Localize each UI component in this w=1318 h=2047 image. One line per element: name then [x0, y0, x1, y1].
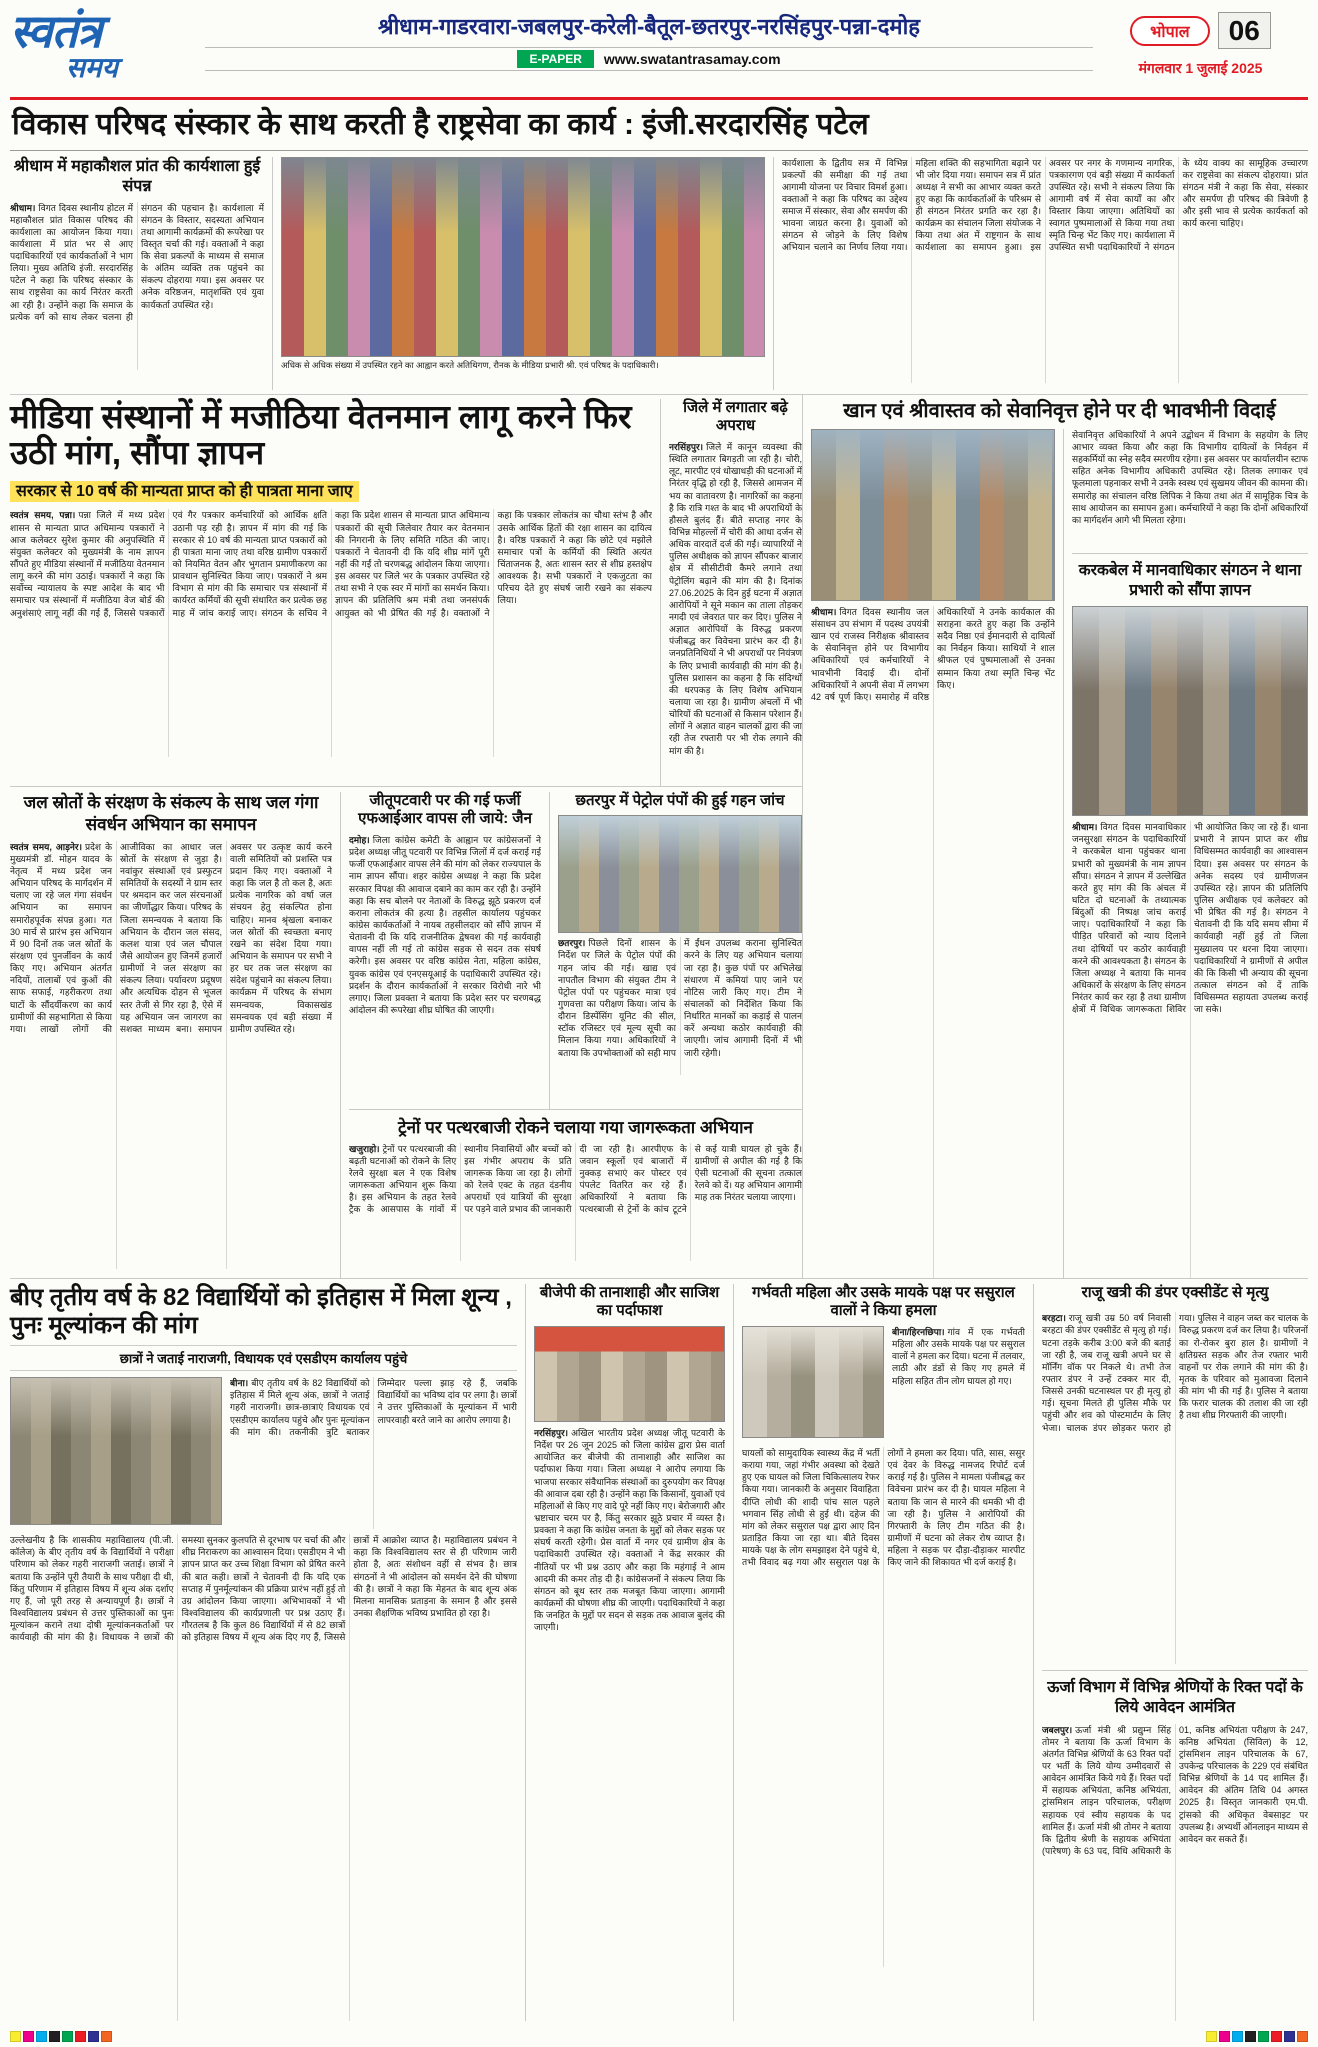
ba-students-subhead: छात्रों ने जताई नाराजगी, विधायक एवं एसडीएम कार्यालय पहुंचे: [10, 1345, 517, 1371]
karakbel-memorandum-photo: [1072, 606, 1308, 816]
raju-title: राजू खत्री की डंपर एक्सीडेंट से मृत्यु: [1081, 1283, 1269, 1301]
jitu-title: जीतूपटवारी पर की गई फर्जी एफआईआर वापस ली जाये: जैन: [358, 791, 532, 828]
pregnant-body-top: बीना/हिरनछिपा। गांव में एक गर्भवती महिला और उसके मायके पक्ष पर ससुराल वालों ने हमला कर दिया। घटना में तलवार, लाठी और डंडों से किए गए हमले में महिला सहित तीन लोग घायल हो गए।: [892, 1327, 1025, 1386]
crime-article: [660, 399, 802, 786]
trains-dateline: खजुराहो।: [349, 1143, 380, 1154]
majithia-body: स्वतंत्र समय, पन्ना। पन्ना जिले में मध्य प्रदेश शासन से मान्यता प्राप्त अधिमान्य पत्रकारों ने आज कलेक्टर सुरेश कुमार की अनुपस्थिति में संयुक्त कलेक्टर को मुख्यमंत्री के नाम ज्ञापन सौंपते हुए मीडिया संस्थानों में मजीठिया वेतनमान लागू करने की मांग उठाई। पत्रकारों ने कहा कि सर्वोच्च न्यायालय के स्पष्ट आदेश के बाद भी समाचार पत्र संस्थानों में मजीठिया वेज बोर्ड की अनुशंसाएं लागू नहीं की गई हैं, जिससे पत्रकारों एवं गैर पत्रकार कर्मचारियों को आर्थिक क्षति उठानी पड़ रही है। ज्ञापन में मांग की गई कि सरकार से 10 वर्ष की मान्यता प्राप्त पत्रकारों को ही पात्रता माना जाए तथा वरिष्ठ ग्रामीण पत्रकारों को नियमित वेतन और भुगतान प्रमाणीकरण का प्रावधान सुनिश्चित किया जाए। पत्रकारों ने श्रम विभाग से मांग की कि समाचार पत्र संस्थानों में कार्यरत कर्मियों की सूची संधारित कर प्रत्येक छह माह में जांच कराई जाए। संगठन के सचिव ने कहा कि प्रदेश शासन से मान्यता प्राप्त अधिमान्य पत्रकारों की सूची जिलेवार तैयार कर वेतनमान की निगरानी के लिए समिति गठित की जाए। पत्रकारों ने चेतावनी दी कि यदि शीघ्र मांगें पूरी नहीं की गईं तो चरणबद्ध आंदोलन किया जाएगा। इस अवसर पर जिले भर के पत्रकार उपस्थित रहे तथा सभी ने एक स्वर में मांगों का समर्थन किया। ज्ञापन की प्रतिलिपि श्रम मंत्री तथा जनसंपर्क आयुक्त को भी प्रेषित की गई है। वक्ताओं ने कहा कि पत्रकार लोकतंत्र का चौथा स्तंभ है और उसके आर्थिक हितों की रक्षा शासन का दायित्व है। वरिष्ठ पत्रकारों ने कहा कि छोटे एवं मझोले समाचार पत्रों के कर्मियों की स्थिति अत्यंत चिंताजनक है, अतः शासन स्तर से शीघ्र हस्तक्षेप आवश्यक है। सभी पत्रकारों ने एकजुटता का परिचय देते हुए संघर्ष जारी रखने का संकल्प लिया।: [10, 510, 652, 618]
ba-students-body-top: बीना। बीए तृतीय वर्ष के 82 विद्यार्थियों को इतिहास में मिले शून्य अंक, छात्रों ने जताई गहरी नाराजगी। छात्र-छात्राएं विधायक एवं एसडीएम कार्यालय पहुंचे और पुनः मूल्यांकन की मांग की। तकनीकी त्रुटि बताकर जिम्मेदार पल्ला झाड़ रहे हैं, जबकि विद्यार्थियों का भविष्य दांव पर लगा है। छात्रों ने उत्तर पुस्तिकाओं के मूल्यांकन में भारी लापरवाही बरते जाने का आरोप लगाया है।: [230, 1378, 517, 1437]
majithia-article: [10, 399, 660, 786]
jitu-article: [349, 792, 549, 1109]
workshop-article: [10, 151, 1308, 395]
workshop-dateline: श्रीधाम।: [10, 202, 36, 213]
workshop-photo-caption: अधिक से अधिक संख्या में उपस्थित रहने का आह्वान करते अतिथिगण, रौनक के मीडिया प्रभारी श्री. एवं परिषद के पदाधिकारी।: [281, 359, 659, 370]
pregnant-article: [733, 1284, 1033, 2021]
petrol-body: छतरपुर। पिछले दिनों शासन के निर्देश पर जिले के पेट्रोल पंपों की गहन जांच की गई। खाद्य एवं नापतौल विभाग की संयुक्त टीम ने पेट्रोल पंपों पर पहुंचकर मात्रा एवं गुणवत्ता का परीक्षण किया। जांच के दौरान डिस्पेंसिंग यूनिट की सील, स्टॉक रजिस्टर एवं मूल्य सूची का मिलान किया गया। अधिकारियों ने बताया कि उपभोक्ताओं को सही माप में ईंधन उपलब्ध कराना सुनिश्चित करने के लिए यह अभियान चलाया जा रहा है। कुछ पंपों पर अभिलेख संधारण में कमियां पाए जाने पर नोटिस जारी किए गए। टीम ने संचालकों को निर्देशित किया कि निर्धारित मानकों का कड़ाई से पालन करें अन्यथा कठोर कार्यवाही की जाएगी। जांच आगामी दिनों में भी जारी रहेगी।: [558, 938, 802, 1058]
jalganga-body: स्वतंत्र समय, आड़नेर। प्रदेश के मुख्यमंत्री डॉ. मोहन यादव के नेतृत्व में मध्य प्रदेश जन अभियान परिषद के मार्गदर्शन में चलाए जा रहे जल गंगा संवर्धन अभियान का समापन समारोहपूर्वक संपन्न हुआ। गत 30 मार्च से प्रारंभ इस अभियान में 90 दिनों तक जल स्रोतों के संरक्षण एवं पुनर्जीवन के कार्य किए गए। अभियान अंतर्गत नदियों, तालाबों एवं कुओं की साफ सफाई, गहरीकरण तथा घाटों के सौंदर्यीकरण का कार्य ग्रामीणों की सहभागिता से किया गया। लाखों लोगों की आजीविका का आधार जल स्रोतों के संरक्षण से जुड़ा है। नवांकुर संस्थाओं एवं प्रस्फुटन समितियों के सदस्यों ने ग्राम स्तर पर श्रमदान कर जल संरचनाओं का जीर्णोद्धार किया। परिषद के जिला समन्वयक ने बताया कि अभियान के दौरान जल संसद, कलश यात्रा एवं जल चौपाल जैसे आयोजन हुए जिनमें हजारों ग्रामीणों ने जल संरक्षण का संकल्प लिया। पर्यावरण प्रदूषण और अत्यधिक दोहन से भूजल स्तर तेजी से गिर रहा है, ऐसे में यह अभियान जन जागरण का सशक्त माध्यम बना। समापन अवसर पर उत्कृष्ट कार्य करने वाली समितियों को प्रशस्ति पत्र प्रदान किए गए। वक्ताओं ने कहा कि जल है तो कल है, अतः प्रत्येक नागरिक को वर्षा जल संचयन हेतु संकल्पित होना चाहिए। मानव श्रृंखला बनाकर जल स्रोतों की स्वच्छता बनाए रखने का संदेश दिया गया। अभियान के समापन पर सभी ने हर घर तक जल संरक्षण का संदेश पहुंचाने का संकल्प लिया। कार्यक्रम में परिषद के संभाग समन्वयक, विकासखंड समन्वयक एवं बड़ी संख्या में ग्रामीण उपस्थित रहे।: [10, 841, 332, 1034]
crime-dateline: नरसिंहपुर।: [669, 442, 704, 452]
petrol-dateline: छतरपुर।: [558, 938, 586, 949]
jitu-body: दमोह। जिला कांग्रेस कमेटी के आह्वान पर कांग्रेसजनों ने प्रदेश अध्यक्ष जीतू पटवारी पर विभिन्न जिलों में दर्ज कराई गई फर्जी एफआईआर वापस लेने की मांग को लेकर राज्यपाल के नाम ज्ञापन सौंपा। शहर कांग्रेस अध्यक्ष ने कहा कि प्रदेश सरकार विपक्ष की आवाज दबाने का काम कर रही है। उन्होंने कहा कि सच बोलने पर नेताओं के विरुद्ध झूठे प्रकरण दर्ज कराना लोकतंत्र की हत्या है। तहसील कार्यालय पहुंचकर कांग्रेस कार्यकर्ताओं ने नायब तहसीलदार को सौंपे ज्ञापन में चेतावनी दी कि यदि राजनीतिक द्वेषवश की गई कार्यवाही वापस नहीं ली गई तो कांग्रेस सड़क से सदन तक संघर्ष करेगी। इस अवसर पर वरिष्ठ कांग्रेस नेता, महिला कांग्रेस, युवक कांग्रेस एवं एनएसयूआई के पदाधिकारी उपस्थित रहे। प्रदर्शन के दौरान कार्यकर्ताओं ने सरकार विरोधी नारे भी लगाए। जिला प्रवक्ता ने बताया कि प्रदेश स्तर पर चरणबद्ध आंदोलन की रूपरेखा शीघ्र घोषित की जाएगी।: [349, 835, 541, 1015]
raju-body: बरहटा। राजू खत्री उम्र 50 वर्ष निवासी बरहटा की डंपर एक्सीडेंट से मृत्यु हो गई। घटना तड़के करीब 3:00 बजे की बताई जा रही है, जब राजू खत्री अपने घर से मॉर्निंग वॉक पर निकले थे। तभी तेज रफ्तार डंपर ने उन्हें टक्कर मार दी, जिससे उनकी घटनास्थल पर ही मृत्यु हो गई। सूचना मिलते ही पुलिस मौके पर पहुंची और शव को पोस्टमार्टम के लिए भेजा। चालक डंपर छोड़कर फरार हो गया। पुलिस ने वाहन जब्त कर चालक के विरुद्ध प्रकरण दर्ज कर लिया है। परिजनों का रो-रोकर बुरा हाल है। ग्रामीणों ने क्षतिग्रस्त सड़क और तेज रफ्तार भारी वाहनों पर रोक लगाने की मांग की है। मृतक के परिवार को मुआवजा दिलाने की मांग भी की गई है। पुलिस ने बताया कि फरार चालक की तलाश की जा रही है तथा शीघ्र गिरफ्तारी की जाएगी।: [1042, 1313, 1308, 1433]
farewell-title: खान एवं श्रीवास्तव को सेवानिवृत्त होने पर दी भावभीनी विदाई: [843, 399, 1276, 422]
logo-line1: स्वतंत्र: [10, 5, 102, 57]
ba-students-title: बीए तृतीय वर्ष के 82 विद्यार्थियों को इतिहास में मिला शून्य , पुनः मूल्यांकन की मांग: [10, 1283, 512, 1339]
workshop-body-right: कार्यशाला के द्वितीय सत्र में विभिन्न प्रकल्पों की समीक्षा की गई तथा आगामी योजना पर विचार विमर्श हुआ। वक्ताओं ने कहा कि परिषद का उद्देश्य समाज में संस्कार, सेवा और समर्पण की भावना जाग्रत करना है। युवाओं को संगठन से जोड़ने के लिए विशेष अभियान चलाने का निर्णय लिया गया। महिला शक्ति की सहभागिता बढ़ाने पर भी जोर दिया गया। समापन सत्र में प्रांत अध्यक्ष ने सभी का आभार व्यक्त करते हुए कहा कि कार्यकर्ताओं के परिश्रम से ही संगठन निरंतर प्रगति कर रहा है। कार्यक्रम का संचालन जिला संयोजक ने किया तथा अंत में राष्ट्रगान के साथ कार्यशाला का समापन हुआ। इस अवसर पर नगर के गणमान्य नागरिक, पत्रकारगण एवं बड़ी संख्या में कार्यकर्ता उपस्थित रहे। सभी ने संकल्प लिया कि आगामी वर्ष में सेवा कार्यों का और विस्तार किया जाएगा। अतिथियों का स्वागत पुष्पमालाओं से किया गया तथा स्मृति चिन्ह भेंट किए गए। कार्यशाला में उपस्थित सभी पदाधिकारियों ने संगठन के ध्येय वाक्य का सामूहिक उच्चारण कर राष्ट्रसेवा का संकल्प दोहराया। प्रांत संगठन मंत्री ने कहा कि सेवा, संस्कार और समर्पण ही परिषद की त्रिवेणी है और इसी भाव से प्रत्येक कार्यकर्ता को कार्य करना चाहिए।: [782, 157, 1308, 253]
majithia-title: मीडिया संस्थानों में मजीठिया वेतनमान लागू करने फिर उठी मांग, सौंपा ज्ञापन: [10, 397, 632, 472]
trains-body: खजुराहो। ट्रेनों पर पत्थरबाजी की बढ़ती घटनाओं को रोकने के लिए रेलवे सुरक्षा बल ने एक विशेष जागरूकता अभियान शुरू किया है। इस अभियान के तहत रेलवे ट्रैक के आसपास के गांवों में स्थानीय निवासियों और बच्चों को इस गंभीर अपराध के प्रति जागरूक किया जा रहा है। लोगों को रेलवे एक्ट के तहत दंडनीय अपराधों एवं यात्रियों की सुरक्षा पर पड़ने वाले प्रभाव की जानकारी दी जा रही है। आरपीएफ के जवान स्कूलों एवं बाजारों में नुक्कड़ सभाएं कर पोस्टर एवं पंपलेट वितरित कर रहे हैं। अधिकारियों ने बताया कि पत्थरबाजी से ट्रेनों के कांच टूटने से कई यात्री घायल हो चुके हैं। ग्रामीणों से अपील की गई है कि ऐसी घटनाओं की सूचना तत्काल रेलवे को दें। यह अभियान आगामी माह तक निरंतर चलाया जाएगा।: [349, 1143, 802, 1215]
karakbel-dateline: श्रीधाम।: [1072, 822, 1098, 833]
jitu-dateline: दमोह।: [349, 835, 370, 845]
jalganga-article: [10, 792, 340, 1278]
epaper-badge: E-PAPER: [517, 50, 593, 68]
majithia-dateline: स्वतंत्र समय, पन्ना।: [10, 510, 76, 521]
ba-students-article: [10, 1284, 525, 2021]
majithia-subhead: सरकार से 10 वर्ष की मान्यता प्राप्त को ही पात्रता माना जाए: [10, 481, 359, 502]
petrol-article: [549, 792, 802, 1109]
jalganga-dateline: स्वतंत्र समय, आड़नेर।: [10, 841, 82, 852]
workshop-title: श्रीधाम में महाकौशल प्रांत की कार्यशाला हुई संपन्न: [13, 157, 261, 195]
petrol-title: छतरपुर में पेट्रोल पंपों की हुई गहन जांच: [575, 791, 785, 809]
trains-article: [349, 1110, 802, 1278]
petrol-inspection-photo: [558, 815, 802, 933]
karakbel-body: श्रीधाम। विगत दिवस मानवाधिकार जनसुरक्षा संगठन के पदाधिकारियों ने करकबेल थाना पहुंचकर थाना प्रभारी को मुख्यमंत्री के नाम ज्ञापन सौंपा। संगठन ने ज्ञापन में उल्लेखित करते हुए मांग की कि अंचल में घटित दो घटनाओं के तथ्यात्मक बिंदुओं की निष्पक्ष जांच कराई जाए। पदाधिकारियों ने कहा कि पीड़ित परिवारों को न्याय दिलाने तथा दोषियों पर कठोर कार्यवाही करने की आवश्यकता है। संगठन के जिला अध्यक्ष ने बताया कि मानव अधिकारों के संरक्षण के लिए संगठन निरंतर कार्य कर रहा है तथा ग्रामीण क्षेत्रों में विधिक जागरूकता शिविर भी आयोजित किए जा रहे हैं। थाना प्रभारी ने ज्ञापन प्राप्त कर शीघ्र विधिसम्मत कार्यवाही का आश्वासन दिया। इस अवसर पर संगठन के अनेक सदस्य एवं ग्रामीणजन उपस्थित रहे। ज्ञापन की प्रतिलिपि पुलिस अधीक्षक एवं कलेक्टर को भी प्रेषित की गई है। संगठन ने चेतावनी दी कि यदि समय सीमा में कार्यवाही नहीं हुई तो जिला मुख्यालय पर धरना दिया जाएगा। पदाधिकारियों ने ग्रामीणों से अपील की कि किसी भी अन्याय की सूचना तत्काल संगठन को दें ताकि विधिसम्मत सहायता उपलब्ध कराई जा सके।: [1072, 822, 1308, 1015]
farewell-photo: [811, 429, 1055, 601]
pregnant-title: गर्भवती महिला और उसके मायके पक्ष पर ससुराल वालों ने किया हमला: [752, 1283, 1015, 1320]
farewell-dateline: श्रीधाम।: [811, 606, 837, 617]
color-registration-marks-right: [1206, 2031, 1308, 2042]
ba-students-dateline: बीना।: [230, 1378, 249, 1389]
crime-body: नरसिंहपुर। जिले में कानून व्यवस्था की स्थिति लगातार बिगड़ती जा रही है। चोरी, लूट, मारपीट एवं धोखाधड़ी की घटनाओं में निरंतर वृद्धि हो रही है, जिससे आमजन में भय का वातावरण है। नागरिकों का कहना है कि रात्रि गश्त के बाद भी अपराधियों के हौसले बुलंद हैं। बीते सप्ताह नगर के विभिन्न मोहल्लों में चोरी की आधा दर्जन से अधिक वारदातें दर्ज की गईं। व्यापारियों ने पुलिस अधीक्षक को ज्ञापन सौंपकर बाजार क्षेत्र में सीसीटीवी कैमरे लगाने तथा पेट्रोलिंग बढ़ाने की मांग की है। दिनांक 27.06.2025 के दिन हुई घटना में अज्ञात आरोपियों ने सूने मकान का ताला तोड़कर नगदी एवं जेवरात पार कर दिए। पुलिस ने अज्ञात आरोपियों के विरुद्ध प्रकरण पंजीबद्ध कर विवेचना प्रारंभ कर दी है। जनप्रतिनिधियों ने भी अपराधों पर नियंत्रण के लिए प्रभावी कार्यवाही की मांग की है। पुलिस प्रशासन का कहना है कि संदिग्धों की धरपकड़ के लिए विशेष अभियान चलाया जा रहा है। ग्रामीण अंचलों में भी चोरियों की घटनाओं से किसान परेशान हैं। लोगों ने अज्ञात वाहन चालकों द्वारा की जा रही तेज रफ्तारी पर भी रोक लगाने की मांग की है।: [669, 442, 802, 756]
page-number: 06: [1218, 12, 1271, 49]
masthead: [10, 6, 1308, 94]
newspaper-logo: [10, 6, 205, 94]
urja-title: ऊर्जा विभाग में विभिन्न श्रेणियों के रिक्त पदों के लिये आवेदन आमंत्रित: [1042, 1670, 1308, 1718]
urja-dateline: जबलपुर।: [1042, 1724, 1073, 1735]
ba-students-body: उल्लेखनीय है कि शासकीय महाविद्यालय (पी.जी. कॉलेज) के बीए तृतीय वर्ष के विद्यार्थियों ने परीक्षा परिणाम को लेकर गहरी नाराजगी जताई। छात्रों ने बताया कि उन्होंने पूरी तैयारी के साथ परीक्षा दी थी, किंतु परिणाम में इतिहास विषय में शून्य अंक दर्शाए गए हैं, जो पूरी तरह से अन्यायपूर्ण है। छात्रों ने विश्वविद्यालय प्रबंधन से उत्तर पुस्तिकाओं का पुनः मूल्यांकन कराने तथा दोषी मूल्यांकनकर्ताओं पर कार्यवाही की मांग की है। विधायक ने छात्रों की समस्या सुनकर कुलपति से दूरभाष पर चर्चा की और शीघ्र निराकरण का आश्वासन दिया। एसडीएम ने भी ज्ञापन प्राप्त कर उच्च शिक्षा विभाग को प्रेषित करने की बात कही। छात्रों ने चेतावनी दी कि यदि एक सप्ताह में पुनर्मूल्यांकन की प्रक्रिया प्रारंभ नहीं हुई तो उग्र आंदोलन किया जाएगा। अभिभावकों ने भी विश्वविद्यालय की कार्यप्रणाली पर प्रश्न उठाए हैं। गौरतलब है कि कुल 86 विद्यार्थियों में से 82 छात्रों को इतिहास विषय में शून्य अंक दिए गए हैं, जिससे छात्रों में आक्रोश व्याप्त है। महाविद्यालय प्रबंधन ने कहा कि विश्वविद्यालय स्तर से ही परिणाम जारी होता है, अतः संशोधन वहीं से संभव है। छात्र संगठनों ने भी आंदोलन को समर्थन देने की घोषणा की है। छात्रों ने कहा कि मेहनत के बाद शून्य अंक मिलना मानसिक प्रताड़ना के समान है और इससे उनका शैक्षणिक भविष्य प्रभावित हो रहा है।: [10, 1535, 517, 1643]
farewell-body-continued: सेवानिवृत्त अधिकारियों ने अपने उद्बोधन में विभाग के सहयोग के लिए आभार व्यक्त किया और कहा कि विभागीय दायित्वों के निर्वहन में सहकर्मियों का स्नेह सदैव स्मरणीय रहेगा। इस अवसर पर कार्यालयीन स्टाफ सहित अनेक विभागीय अधिकारी उपस्थित रहे। तिलक लगाकर एवं फूलमाला पहनाकर सभी ने उनके स्वस्थ एवं सुखमय जीवन की कामना की। समारोह का संचालन वरिष्ठ लिपिक ने किया तथा अंत में सामूहिक चित्र के साथ आयोजन का समापन हुआ। कर्मचारियों ने कहा कि दोनों अधिकारियों का मार्गदर्शन आगे भी मिलता रहेगा।: [1072, 429, 1308, 525]
injured-woman-photo: [742, 1326, 884, 1438]
date-line: मंगलवार 1 जुलाई 2025: [1138, 60, 1263, 76]
trains-title: ट्रेनों पर पत्थरबाजी रोकने चलाया गया जागरूकता अभियान: [398, 1117, 753, 1137]
pregnant-body: घायलों को सामुदायिक स्वास्थ्य केंद्र में भर्ती कराया गया, जहां गंभीर अवस्था को देखते हुए एक घायल को जिला चिकित्सालय रेफर किया गया। जानकारी के अनुसार विवाहिता दीप्ति लोधी की शादी पांच साल पहले भगवान सिंह लोधी से हुई थी। दहेज की मांग को लेकर ससुराल पक्ष द्वारा आए दिन प्रताड़ित किया जा रहा था। बीते दिवस मायके पक्ष के लोग समझाइश देने पहुंचे थे, तभी विवाद बढ़ गया और ससुराल पक्ष के लोगों ने हमला कर दिया। पति, सास, ससुर एवं देवर के विरुद्ध नामजद रिपोर्ट दर्ज कराई गई है। पुलिस ने मामला पंजीबद्ध कर विवेचना प्रारंभ कर दी है। घायल महिला ने बताया कि जान से मारने की धमकी भी दी जा रही है। पुलिस ने आरोपियों की गिरफ्तारी के लिए टीम गठित की है। ग्रामीणों में घटना को लेकर रोष व्याप्त है। महिला ने सड़क पर दौड़ा-दौड़ाकर मारपीट किए जाने की शिकायत भी दर्ज कराई है।: [742, 1448, 1025, 1568]
masthead-right: [1093, 6, 1308, 94]
crime-title: जिले में लगातार बढ़े अपराध: [683, 398, 788, 435]
bjp-article: [525, 1284, 733, 2021]
edition-badge: भोपाल: [1130, 16, 1209, 46]
bjp-body: नरसिंहपुर। अखिल भारतीय प्रदेश अध्यक्ष जीतू पटवारी के निर्देश पर 26 जून 2025 को जिला कांग्रेस द्वारा प्रेस वार्ता आयोजित कर बीजेपी की तानाशाही और साजिश का पर्दाफाश किया गया। जिला अध्यक्ष ने आरोप लगाया कि भाजपा सरकार संवैधानिक संस्थाओं का दुरुपयोग कर विपक्ष की आवाज दबा रही है। उन्होंने कहा कि किसानों, युवाओं एवं महिलाओं से किए गए वादे पूरे नहीं किए गए। बेरोजगारी और भ्रष्टाचार चरम पर है, किंतु सरकार झूठे प्रचार में व्यस्त है। प्रवक्ता ने कहा कि कांग्रेस जनता के मुद्दों को लेकर सड़क पर संघर्ष करती रहेगी। प्रेस वार्ता में नगर एवं ग्रामीण क्षेत्र के पदाधिकारी उपस्थित रहे। वक्ताओं ने केंद्र सरकार की नीतियों पर भी प्रश्न उठाए और कहा कि महंगाई ने आम आदमी की कमर तोड़ दी है। कांग्रेसजनों ने संकल्प लिया कि संगठन को बूथ स्तर तक मजबूत किया जाएगा। आगामी कार्यक्रमों की घोषणा शीघ्र की जाएगी। पदाधिकारियों ने कहा कि जनहित के मुद्दों पर सदन से सड़क तक आवाज बुलंद की जाएगी।: [534, 1428, 725, 1633]
website-url: www.swatantrasamay.com: [603, 51, 781, 68]
raju-dateline: बरहटा।: [1042, 1313, 1066, 1324]
ba-students-photo: [10, 1377, 222, 1525]
bjp-dateline: नरसिंहपुर।: [534, 1428, 569, 1438]
workshop-body-left: श्रीधाम। विगत दिवस स्थानीय होटल में महाकौशल प्रांत विकास परिषद की कार्यशाला का आयोजन किया गया। कार्यशाला में प्रांत भर से आए पदाधिकारियों एवं कार्यकर्ताओं ने भाग लिया। मुख्य अतिथि इंजी. सरदारसिंह पटेल ने कहा कि परिषद संस्कार के साथ राष्ट्रसेवा का कार्य निरंतर करती आ रही है। उन्होंने कहा कि समाज के प्रत्येक वर्ग को साथ लेकर चलना ही संगठन की पहचान है। कार्यशाला में संगठन के विस्तार, सदस्यता अभियान तथा आगामी कार्यक्रमों की रूपरेखा पर विस्तृत चर्चा की गई। वक्ताओं ने कहा कि सेवा प्रकल्पों के माध्यम से समाज के अंतिम व्यक्ति तक पहुंचने का संकल्प दोहराया गया। इस अवसर पर अनेक वरिष्ठजन, मातृशक्ति एवं युवा कार्यकर्ता उपस्थित रहे।: [10, 202, 264, 322]
workshop-photo: [281, 157, 765, 357]
bjp-title: बीजेपी की तानाशाही और साजिश का पर्दाफाश: [539, 1283, 720, 1320]
color-registration-marks-left: [10, 2031, 112, 2042]
pregnant-dateline: बीना/हिरनछिपा।: [892, 1327, 945, 1337]
logo-line2: समय: [66, 51, 118, 83]
karakbel-title: करकबेल में मानवाधिकार संगठन ने थाना प्रभारी को सौंपा ज्ञापन: [1072, 553, 1308, 601]
edition-cities: श्रीधाम-गाडरवारा-जबलपुर-करेली-बैतूल-छतरपुर-नरसिंहपुर-पन्ना-दमोह: [378, 14, 920, 39]
farewell-body: श्रीधाम। विगत दिवस स्थानीय जल संसाधन उप संभाग में पदस्थ उपयंत्री खान एवं राजस्व निरीक्षक श्रीवास्तव के सेवानिवृत्त होने पर विभागीय अधिकारियों एवं कर्मचारियों ने भावभीनी विदाई दी। दोनों अधिकारियों ने अपनी सेवा में लगभग 42 वर्ष पूर्ण किए। समारोह में वरिष्ठ अधिकारियों ने उनके कार्यकाल की सराहना करते हुए कहा कि उन्होंने सदैव निष्ठा एवं ईमानदारी से दायित्वों का निर्वहन किया। साथियों ने शाल श्रीफल एवं पुष्पमालाओं से उनका सम्मान किया तथा स्मृति चिन्ह भेंट किए।: [811, 606, 1055, 702]
jalganga-title: जल स्रोतों के संरक्षण के संकल्प के साथ जल गंगा संवर्धन अभियान का समापन: [23, 792, 319, 834]
masthead-center: [205, 6, 1093, 94]
urja-body: जबलपुर। ऊर्जा मंत्री श्री प्रद्युम्न सिंह तोमर ने बताया कि ऊर्जा विभाग के अंतर्गत विभिन्न श्रेणियों के 63 रिक्त पदों पर भर्ती के लिये योग्य उम्मीदवारों से आवेदन आमंत्रित किये गये हैं। रिक्त पदों में सहायक अभियंता, कनिष्ठ अभियंता, ट्रांसमिशन लाइन परिचालक, परीक्षण सहायक एवं स्वीय सहायक के पद शामिल हैं। ऊर्जा मंत्री श्री तोमर ने बताया कि द्वितीय श्रेणी के सहायक अभियंता (पारेषण) के 63 पद, विधि अधिकारी के 01, कनिष्ठ अभियंता परीक्षण के 247, कनिष्ठ अभियंता (सिविल) के 12, ट्रांसमिशन लाइन परिचालक के 67, उपकेन्द्र परिचालक के 229 एवं संबंधित विभिन्न श्रेणियों के 14 पद शामिल हैं। आवेदन की अंतिम तिथि 04 अगस्त 2025 है। विस्तृत जानकारी एम.पी. ट्रांसको की अधिकृत वेबसाइट पर उपलब्ध है। अभ्यर्थी ऑनलाइन माध्यम से आवेदन कर सकते हैं।: [1042, 1724, 1308, 1856]
epaper-row: [205, 47, 1093, 71]
banner-headline: विकास परिषद संस्कार के साथ करती है राष्ट्रसेवा का कार्य : इंजी.सरदारसिंह पटेल: [10, 100, 1308, 151]
bjp-press-conference-photo: [534, 1326, 725, 1422]
